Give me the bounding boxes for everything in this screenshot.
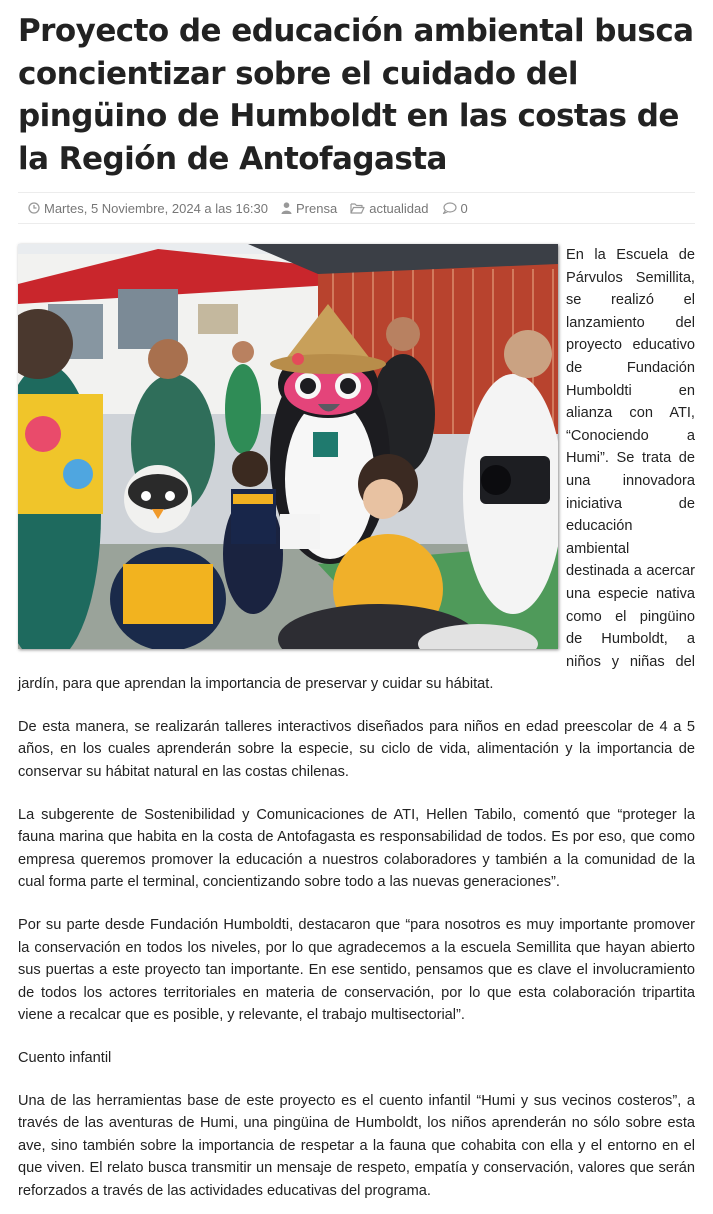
section-heading: Cuento infantil [18,1050,112,1066]
user-icon [281,202,292,214]
date-meta [28,201,268,216]
comments-meta[interactable] [442,201,468,216]
comment-count[interactable]: 0 [460,200,468,216]
article-title: Proyecto de educación ambiental busca concientizar sobre el cuidado del pingüino de Humboldt en las costas de la Región de Antofagasta [18,13,694,177]
paragraph: Una de las herramientas base de este proyecto es el cuento infantil “Humi y sus vecinos costeros”, a través de las aventuras de Humi, una pingüina de Humboldt, los niños aprenderán no sólo sobre esta ave, sino también sobre la importancia de respetar a la fauna que cohabita con ella y el entorno en el que viven. El relato busca transmitir un mensaje de respeto, empatía y conservación, valores que serán reforzados a través de las actividades educativas del programa. [18,1092,695,1199]
paragraph: De esta manera, se realizarán talleres interactivos diseñados para niños en edad preescolar de 4 a 5 años, en los cuales aprenderán sobre la especie, su ciclo de vida, alimentación y la importancia de conservar su hábitat natural en las costas chilenas. [18,718,695,781]
folder-open-icon [350,202,365,214]
article [0,10,713,1203]
article-body [18,244,695,1203]
paragraph: La subgerente de Sostenibilidad y Comunicaciones de ATI, Hellen Tabilo, comentó que “proteger la fauna marina que habita en la costa de Antofagasta es responsabilidad de todos. Es por eso, que como empresa queremos promover la educación a nuestros colaboradores y también a la comunidad de la cual forma parte el terminal, concientizando sobre todo a las nuevas generaciones”. [18,806,695,891]
paragraph: Por su parte desde Fundación Humboldti, destacaron que “para nosotros es muy importante promover la conservación en todos los niveles, por lo que agradecemos a la escuela Semillita que hayan abierto sus puertas a este proyecto tan importante. En ese sentido, pensamos que es clave el involucramiento de todos los actores territoriales en materia de conservación, por lo que esta colaboración tripartita viene a recalcar que es posible, y relevante, el trabajo multisectorial”. [18,917,695,1024]
article-photo [18,244,558,649]
comment-icon [442,202,457,214]
paragraph: En la Escuela de Párvulos Semillita, se realizó el lanzamiento del proyecto educativo de Fundación Humboldti en alianza con ATI, “Conociendo a Humi”. Se trata de una innovadora iniciativa de educación ambiental destinada a acercar una especie nativa como el pingüino de Humboldt, a niños y niñas del jardín, para que aprendan la importancia de preservar y cuidar su hábitat. [18,247,695,693]
clock-icon [28,202,40,214]
article-meta [18,192,695,224]
post-category[interactable]: actualidad [369,200,429,216]
post-date: Martes, 5 Noviembre, 2024 a las 16:30 [44,200,269,216]
category-meta[interactable] [350,201,428,216]
post-author[interactable]: Prensa [296,200,338,216]
author-meta[interactable] [281,201,337,216]
